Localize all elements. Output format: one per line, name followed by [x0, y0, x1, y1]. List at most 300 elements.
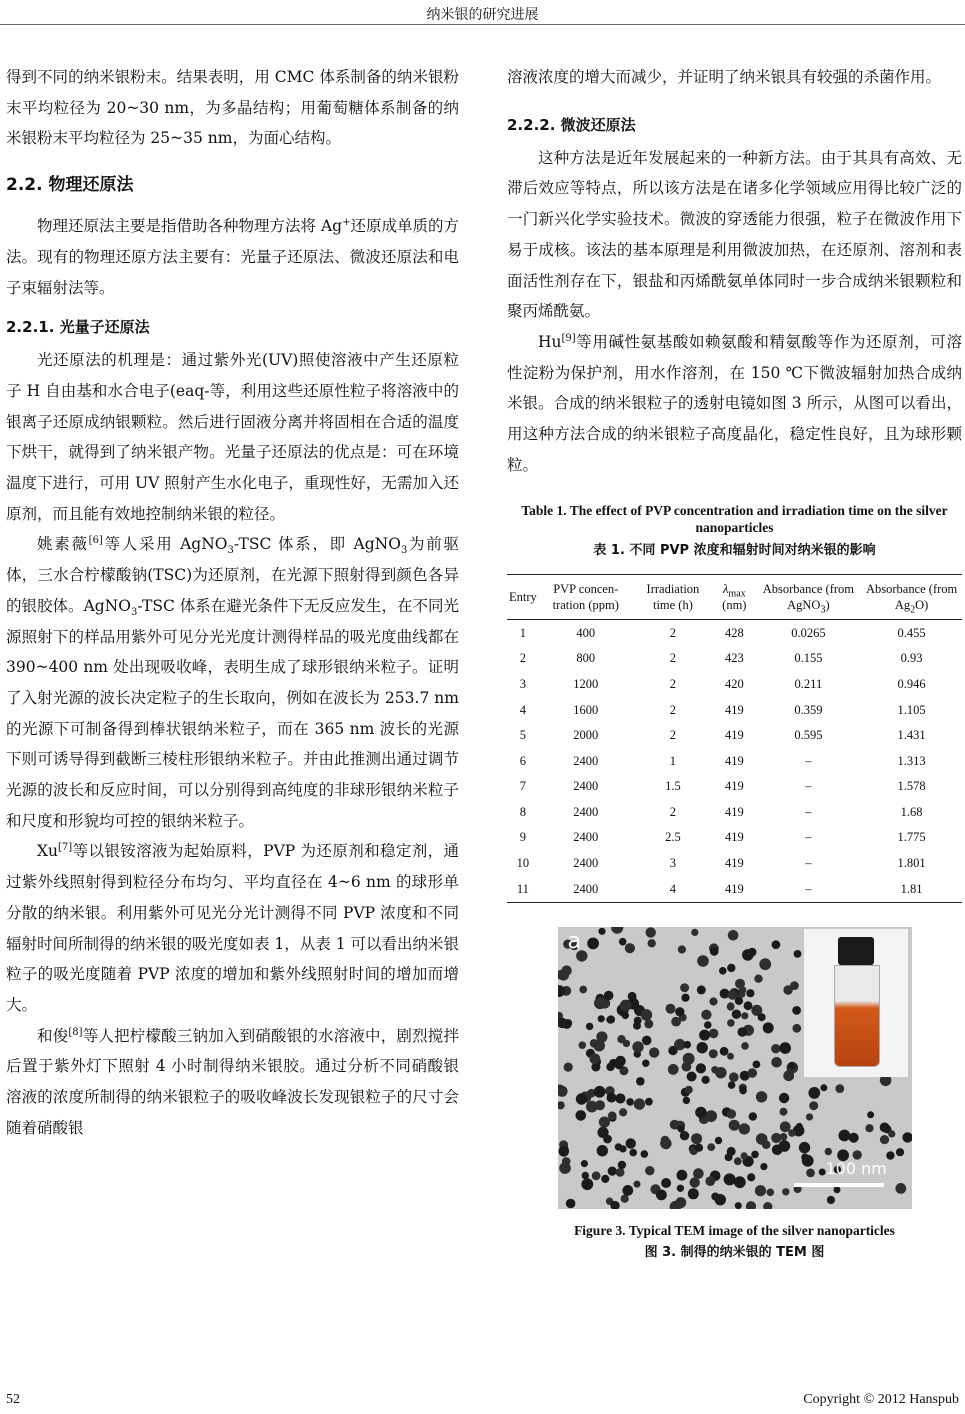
nanoparticle: [746, 989, 754, 997]
table-cell: 1.578: [897, 779, 926, 794]
table-row: [507, 646, 962, 672]
nanoparticle: [595, 1100, 605, 1110]
nanoparticle: [727, 964, 735, 972]
nanoparticle: [615, 1093, 625, 1103]
vial-body: [834, 965, 880, 1067]
nanoparticle: [640, 1009, 652, 1021]
table-row: [507, 851, 962, 877]
nanoparticle: [667, 1064, 678, 1075]
copyright: Copyright © 2012 Hanspub: [803, 1392, 959, 1407]
paragraph: 和俊[8]等人把柠檬酸三钠加入到硝酸银的水溶液中，剧烈搅拌后置于紫外灯下照射 4 小时制得纳米银胶。通过分析不同硝酸银溶液的浓度所制得的纳米银粒子的吸收峰波长发现银粒子的尺寸会随着硝酸银: [6, 1026, 459, 1137]
table-cell: 1: [669, 753, 677, 768]
nanoparticle: [677, 1125, 684, 1132]
nanoparticle: [686, 1071, 696, 1081]
nanoparticle: [619, 1000, 631, 1012]
nanoparticle: [691, 1133, 702, 1144]
nanoparticle: [820, 1084, 827, 1091]
table-cell: 2: [669, 651, 677, 666]
table-cell: 0.455: [897, 625, 926, 640]
nanoparticle: [733, 1176, 745, 1188]
citation[interactable]: [7]: [58, 842, 73, 854]
nanoparticle: [578, 1041, 586, 1049]
data-table: [507, 574, 962, 903]
left-column: [6, 62, 459, 1144]
table-cell: 1: [519, 625, 527, 640]
table-cell: 419: [724, 804, 744, 819]
nanoparticle: [727, 1081, 735, 1089]
table-cell: 2: [669, 625, 677, 640]
table-cell: 1.801: [897, 856, 926, 871]
nanoparticle: [740, 1152, 747, 1159]
nanoparticle: [808, 1087, 820, 1099]
table-row: [507, 774, 962, 800]
section-heading: 2.2. 物理还原法: [6, 175, 134, 196]
nanoparticle: [618, 938, 626, 946]
nanoparticle: [671, 1017, 681, 1027]
nanoparticle: [792, 1024, 801, 1033]
nanoparticle: [593, 1040, 605, 1052]
nanoparticle: [676, 1185, 683, 1192]
paragraph: Hu[9]等用碱性氨基酸如赖氨酸和精氨酸等作为还原剂，可溶性淀粉为保护剂，用水作溶剂，在 150 ℃下微波辐射加热合成纳米银。合成的纳米银粒子的透射电镜如图 3 所示，从图可以看出，用这种方法合成的纳米银粒子高度晶化，稳定性良好，且为球形颗粒。: [507, 332, 962, 474]
nanoparticle: [714, 1194, 725, 1205]
nanoparticle: [644, 1019, 653, 1028]
nanoparticle: [558, 1146, 569, 1157]
table-cell: 419: [724, 702, 744, 717]
table-cell: –: [805, 856, 812, 871]
nanoparticle: [818, 1168, 825, 1175]
nanoparticle: [782, 1188, 789, 1195]
table-row: [507, 723, 962, 749]
nanoparticle: [798, 1142, 809, 1153]
nanoparticle: [778, 1093, 788, 1103]
right-column: [507, 62, 962, 1260]
panel-label: a: [567, 928, 581, 954]
nanoparticle: [731, 1009, 740, 1018]
table-cell: 3: [669, 856, 677, 871]
table-cell: –: [805, 804, 812, 819]
nanoparticle: [754, 1185, 765, 1196]
nanoparticle: [627, 992, 636, 1001]
table-cell: 1200: [573, 676, 599, 691]
table-cell: 1.68: [900, 804, 923, 819]
nanoparticle: [617, 1161, 625, 1169]
nanoparticle: [575, 1110, 586, 1121]
nanoparticle: [707, 1143, 715, 1151]
table-cell: 2400: [573, 779, 599, 794]
nanoparticle: [598, 1116, 609, 1127]
table-cell: 2.5: [665, 830, 681, 845]
nanoparticle: [748, 1112, 756, 1120]
nanoparticle: [665, 1004, 675, 1014]
nanoparticle: [838, 1130, 850, 1142]
nanoparticle: [763, 1202, 772, 1209]
nanoparticle: [563, 1062, 572, 1071]
table-cell: 9: [519, 830, 527, 845]
col-header-entry: Entry: [507, 575, 539, 620]
nanoparticle: [759, 958, 771, 970]
nanoparticle: [738, 1123, 749, 1134]
nanoparticle: [705, 1176, 715, 1186]
nanoparticle: [734, 997, 742, 1005]
nanoparticle: [733, 1157, 741, 1165]
table-cell: 423: [724, 651, 744, 666]
table-caption-en: Table 1. The effect of PVP concentration and irradiation time on the silver nanoparticles: [521, 503, 948, 536]
nanoparticle: [575, 1093, 586, 1104]
table-cell: 0.946: [897, 676, 926, 691]
nanoparticle: [694, 1144, 702, 1152]
running-head: 纳米银的研究进展: [426, 7, 539, 23]
subsection-heading: 2.2.2. 微波还原法: [507, 115, 636, 134]
nanoparticle: [741, 1042, 749, 1050]
nanoparticle: [739, 1087, 747, 1095]
nanoparticle: [607, 1166, 616, 1175]
nanoparticle: [633, 1181, 640, 1188]
table-cell: 2400: [539, 876, 633, 902]
table-cell: 419: [724, 753, 744, 768]
nanoparticle: [561, 1157, 570, 1166]
nanoparticle: [745, 1201, 755, 1209]
table-cell: 5: [519, 728, 527, 743]
figure-caption-cn: 图 3. 制得的纳米银的 TEM 图: [644, 1244, 825, 1260]
nanoparticle: [727, 930, 738, 941]
table-cell: 1.81: [861, 876, 962, 902]
citation[interactable]: [8]: [68, 1026, 83, 1038]
nanoparticle: [727, 1053, 734, 1060]
nanoparticle: [661, 1178, 671, 1188]
nanoparticle: [693, 1168, 704, 1179]
nanoparticle: [699, 1030, 710, 1041]
nanoparticle: [729, 1072, 739, 1082]
nanoparticle: [683, 1041, 691, 1049]
table-cell: 400: [576, 625, 596, 640]
nanoparticle: [675, 1007, 684, 1016]
nanoparticle: [691, 929, 698, 936]
nanoparticle: [771, 1133, 781, 1143]
nanoparticle: [594, 997, 606, 1009]
nanoparticle: [726, 1003, 734, 1011]
table-cell: 2: [669, 676, 677, 691]
page-number: 52: [6, 1392, 20, 1407]
paragraph: 光还原法的机理是：通过紫外光(UV)照使溶液中产生还原粒子 H 自由基和水合电子(eaq-等，利用这些还原性粒子将溶液中的银离子还原成纳银颗粒。然后进行固液分离并将固相在合适的温度下烘干，就得到了纳米银产物。光量子还原法的优点是：可在环境温度下进行，可用 UV 照射产生水化电子，重现性好，无需加入还原剂，而且能有效地控制纳米银的粒径。: [6, 351, 459, 523]
nanoparticle: [879, 1135, 888, 1144]
table-cell: 1.105: [897, 702, 926, 717]
table-cell: 7: [519, 779, 527, 794]
table-cell: 0.155: [794, 651, 823, 666]
nanoparticle: [620, 1195, 628, 1203]
table-cell: 428: [724, 625, 744, 640]
table-cell: 419: [724, 830, 744, 845]
paragraph: 这种方法是近年发展起来的一种新方法。由于其具有高效、无滞后效应等特点，所以该方法是在诸多化学领域应用得比较广泛的一门新兴化学实验技术。微波的穿透能力很强，粒子在微波作用下易于成核。该法的基本原理是利用微波加热，在还原剂、溶剂和表面活性剂存在下，银盐和丙烯酰氨单体同时一步合成纳米银颗粒和聚丙烯酰氨。: [507, 148, 962, 321]
nanoparticle: [701, 1076, 709, 1084]
nanoparticle: [783, 985, 792, 994]
nanoparticle: [801, 1153, 809, 1161]
nanoparticle: [579, 986, 587, 994]
table-cell: 2400: [573, 856, 599, 871]
nanoparticle: [848, 1133, 858, 1143]
nanoparticle: [606, 1093, 616, 1103]
table-cell: 10: [516, 856, 530, 871]
table-cell: –: [805, 779, 812, 794]
nanoparticle: [824, 1148, 831, 1155]
nanoparticle: [607, 1111, 616, 1120]
nanoparticle: [886, 1151, 894, 1159]
table-cell: 1.431: [897, 728, 926, 743]
nanoparticle: [585, 1023, 592, 1030]
subsection-heading: 2.2.1. 光量子还原法: [6, 318, 150, 337]
paragraph: 得到不同的纳米银粉末。结果表明，用 CMC 体系制备的纳米银粉末平均粒径为 20~30 nm，为多晶结构；用葡萄糖体系制备的纳米银粉末平均粒径为 25~35 nm，为面心结构。: [6, 68, 459, 148]
table-cell: 2000: [573, 728, 599, 743]
citation[interactable]: [6]: [88, 535, 103, 547]
nanoparticle: [709, 997, 717, 1005]
nanoparticle: [792, 1006, 801, 1015]
nanoparticle: [826, 1196, 834, 1204]
nanoparticle: [625, 1138, 635, 1148]
nanoparticle: [626, 1098, 634, 1106]
nanoparticle: [697, 955, 709, 967]
nanoparticle: [719, 1047, 728, 1056]
nanoparticle: [603, 991, 613, 1001]
table-row: [507, 800, 962, 826]
nanoparticle: [681, 994, 689, 1002]
nanoparticle: [788, 1129, 796, 1137]
table-cell: 419: [724, 779, 744, 794]
nanoparticle: [788, 1062, 795, 1069]
nanoparticle: [641, 1036, 651, 1046]
nanoparticle: [809, 1101, 818, 1110]
scale-bar-label: 100 nm: [825, 1158, 887, 1178]
col-header-time: Irradiation time (h): [633, 575, 713, 620]
table-cell: 1.5: [665, 779, 681, 794]
nanoparticle: [558, 1101, 565, 1109]
nanoparticle: [793, 950, 801, 958]
nanoparticle: [704, 1021, 712, 1029]
nanoparticle: [633, 1017, 641, 1025]
citation[interactable]: [9]: [561, 332, 576, 344]
table-cell: 6: [519, 753, 527, 768]
nanoparticle: [708, 1049, 717, 1058]
nanoparticle: [762, 1022, 773, 1033]
nanoparticle: [596, 1145, 607, 1156]
nanoparticle: [737, 1027, 747, 1037]
nanoparticle: [761, 1140, 770, 1149]
nanoparticle: [581, 1172, 588, 1179]
nanoparticle: [619, 1145, 626, 1152]
nanoparticle: [771, 1057, 782, 1068]
nanoparticle: [696, 985, 705, 994]
nanoparticle: [723, 1173, 735, 1185]
table-cell: 2: [519, 651, 527, 666]
nanoparticle: [747, 948, 756, 957]
table-row: [507, 876, 962, 902]
nanoparticle: [751, 1151, 759, 1159]
table-cell: 2400: [573, 830, 599, 845]
table-row: [507, 620, 962, 646]
nanoparticle: [757, 1013, 765, 1021]
scale-bar: [794, 1183, 884, 1187]
col-header-pvp: PVP concen-tration (ppm): [539, 575, 633, 620]
nanoparticle: [695, 1107, 706, 1118]
table-header-row: [507, 575, 962, 620]
nanoparticle: [645, 1166, 654, 1175]
table-cell: 8: [519, 804, 527, 819]
nanoparticle: [645, 1098, 653, 1106]
table-row: [507, 697, 962, 723]
nanoparticle: [622, 1040, 629, 1047]
nanoparticle: [622, 1185, 633, 1196]
nanoparticle: [754, 974, 762, 982]
nanoparticle: [728, 1120, 739, 1131]
nanoparticle: [660, 1138, 671, 1149]
nanoparticle: [656, 1189, 667, 1200]
nanoparticle: [587, 937, 599, 949]
vial-cap: [838, 937, 874, 965]
nanoparticle: [741, 1012, 748, 1019]
nanoparticle: [747, 1068, 757, 1078]
nanoparticle: [636, 1077, 645, 1086]
nanoparticle: [743, 1001, 752, 1010]
nanoparticle: [734, 1202, 741, 1209]
table-cell: 2: [669, 804, 677, 819]
nanoparticle: [766, 1188, 774, 1196]
nanoparticle: [619, 1108, 627, 1116]
nanoparticle: [649, 1047, 659, 1057]
nanoparticle: [879, 1122, 889, 1132]
table-cell: 800: [576, 651, 596, 666]
nanoparticle: [558, 1086, 568, 1097]
vial-inset: [804, 929, 908, 1077]
nanoparticle: [778, 1140, 790, 1152]
nanoparticle: [647, 939, 655, 947]
nanoparticle: [727, 1019, 735, 1027]
nanoparticle: [708, 1029, 718, 1039]
nanoparticle: [895, 1148, 903, 1156]
nanoparticle: [779, 1108, 787, 1116]
nanoparticle: [779, 1042, 791, 1054]
nanoparticle: [695, 1063, 705, 1073]
nanoparticle: [598, 928, 605, 935]
table-cell: 0.359: [794, 702, 823, 717]
table-caption-cn: 表 1. 不同 PVP 浓度和辐射时间对纳米银的影响: [593, 543, 876, 559]
nanoparticle: [632, 1041, 643, 1052]
nanoparticle: [681, 1062, 691, 1072]
nanoparticle: [633, 1098, 644, 1109]
table-cell: 11: [507, 876, 539, 902]
nanoparticle: [611, 927, 623, 934]
tem-image: [558, 927, 912, 1209]
nanoparticle: [715, 1067, 726, 1078]
nanoparticle: [865, 1124, 873, 1132]
nanoparticle: [705, 1110, 717, 1122]
nanoparticle: [833, 1186, 840, 1193]
nanoparticle: [589, 1053, 600, 1064]
nanoparticle: [783, 1070, 794, 1081]
table-cell: 4: [519, 702, 527, 717]
nanoparticle: [565, 1199, 575, 1209]
nanoparticle: [771, 940, 780, 949]
nanoparticle: [564, 1019, 572, 1027]
header-rule: [0, 24, 965, 25]
table-cell: 0.0265: [791, 625, 826, 640]
paragraph: Xu[7]等以银铵溶液为起始原料，PVP 为还原剂和稳定剂，通过紫外线照射得到粒径分布均匀、平均直径在 4~6 nm 的球形单分散的纳米银。利用紫外可见光分光计测得不同 PVP 浓度和不同辐射时间所制得的纳米银的吸光度如表 1，从表 1 可以看出纳米银粒子的吸光度随着 PVP 浓度的增加和紫外线照射时间的增加而增大。: [6, 842, 460, 1014]
figure-caption-en: Figure 3. Typical TEM image of the silver nanoparticles: [574, 1222, 895, 1238]
nanoparticle: [902, 1132, 912, 1142]
col-header-abs-ag2o: Absorbance (from $Ag_2O$): [861, 575, 962, 620]
nanoparticle: [581, 1178, 593, 1190]
nanoparticle: [624, 943, 634, 953]
nanoparticle: [645, 927, 655, 937]
nanoparticle: [677, 945, 685, 953]
nanoparticle: [779, 1121, 790, 1132]
table-cell: 1.775: [897, 830, 926, 845]
nanoparticle: [726, 1147, 735, 1156]
table-cell: 419: [724, 856, 744, 871]
nanoparticle: [696, 1042, 707, 1053]
table-cell: 2: [669, 702, 677, 717]
table-cell: 0.211: [794, 676, 823, 691]
table-row: [507, 825, 962, 851]
nanoparticle: [835, 1084, 844, 1093]
table-cell: 2400: [573, 753, 599, 768]
nanoparticle: [687, 1188, 698, 1199]
table-row: [507, 748, 962, 774]
nanoparticle: [591, 1171, 600, 1180]
table-cell: –: [805, 753, 812, 768]
table-row: [507, 672, 962, 698]
nanoparticle: [621, 1012, 628, 1019]
col-header-lambda: $\lambda_{max}$ (nm): [713, 575, 755, 620]
nanoparticle: [642, 1059, 649, 1066]
nanoparticle: [714, 1137, 721, 1144]
nanoparticle: [806, 1168, 815, 1177]
table-cell: 420: [724, 676, 744, 691]
nanoparticle: [684, 1086, 692, 1094]
table-cell: –: [805, 830, 812, 845]
nanoparticle: [735, 979, 745, 989]
table-cell: 2400: [573, 804, 599, 819]
nanoparticle: [593, 1086, 605, 1098]
nanoparticle: [755, 1091, 766, 1102]
nanoparticle: [719, 967, 727, 975]
nanoparticle: [760, 1163, 767, 1170]
paragraph: 姚素薇[6]等人采用 AgNO$_3$-TSC 体系，即 AgNO$_3$为前驱体，三水合柠檬酸钠(TSC)为还原剂，在光源下照射得到颜色各异的银胶体。AgNO$_3$-TSC 体系在避光条件下无反应发生，在不同光源照射下的样品用紫外可见分光光度计测得样品的吸光度曲线都在 390~400 nm 处出现吸收峰，表明生成了球形银纳米粒子。证明了入射光源的波长决定粒子的生长取向，例如在波长为 253.7 nm 的光源下可制备得到棒状银纳米粒子，而在 365 nm 波长的光源下则可诱导得到截断三棱柱形银纳米粒子。并由此推测出通过调节光源的波长和反应时间，可以分别得到高纯度的非球形银纳米粒子和尺度和形貌均可控的银纳米粒子。: [6, 535, 459, 830]
table-cell: 419: [724, 728, 744, 743]
nanoparticle: [606, 1015, 614, 1023]
table-cell: 2: [669, 728, 677, 743]
nanoparticle: [606, 1063, 614, 1071]
nanoparticle: [640, 1150, 648, 1158]
table-cell: 1.313: [897, 753, 926, 768]
nanoparticle: [615, 1168, 624, 1177]
nanoparticle: [726, 1109, 736, 1119]
nanoparticle: [895, 1183, 906, 1194]
nanoparticle: [601, 1175, 609, 1183]
table-cell: 419: [713, 876, 755, 902]
table-cell: –: [756, 876, 862, 902]
nanoparticle: [867, 1111, 874, 1118]
nanoparticle: [752, 1060, 760, 1068]
paragraph: 溶液浓度的增大而减少，并证明了纳米银具有较强的杀菌作用。: [507, 68, 942, 86]
nanoparticle: [597, 1015, 604, 1022]
nanoparticle: [615, 1056, 626, 1067]
nanoparticle: [629, 1149, 637, 1157]
nanoparticle: [682, 1097, 689, 1104]
table-cell: 3: [519, 676, 527, 691]
nanoparticle: [805, 1113, 812, 1120]
nanoparticle: [701, 1010, 711, 1020]
table-cell: 0.595: [794, 728, 823, 743]
nanoparticle: [680, 983, 689, 992]
table-cell: 0.93: [900, 651, 923, 666]
